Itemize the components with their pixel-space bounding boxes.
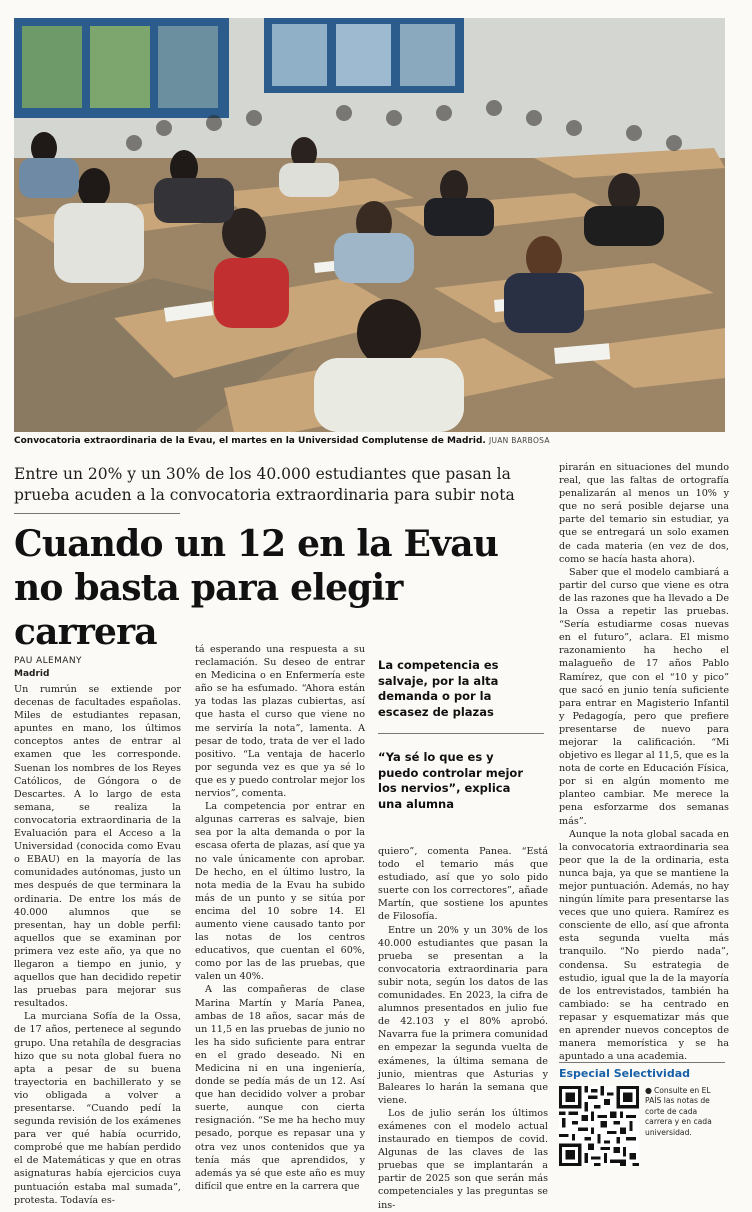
- paragraph: Los de julio serán los últimos exámenes con el modelo actual instaurado en tiempos de covid. Algunas de las claves de las pruebas que se implantarán a partir de 2025 son que serán más competenciales y las preguntas se ins-: [378, 1107, 548, 1211]
- pullquote-divider: [378, 733, 544, 734]
- byline: [14, 656, 179, 679]
- byline-author: PAU ALEMANY: [14, 656, 82, 666]
- special-text: [639, 1086, 725, 1166]
- bullet-icon: ●: [645, 1086, 652, 1095]
- paragraph: La competencia por entrar en algunas carreras es salvaje, bien sea por la alta demanda o por la escasa oferta de plazas, así que ya no vale únicamente con aprobar. De hecho, en el último lustro, la nota media de la Evau ha subido más de un punto y se sitúa por encima del 10 sobre 14. El aumento viene causado tanto por las notas de los centros educativos, que cuentan el 60%, como por las de las pruebas, que valen un 40%.: [195, 801, 365, 983]
- paragraph: Aunque la nota global sacada en la convocatoria extraordinaria sea peor que la de la ordinaria, esta nunca baja, ya que se mantiene la mejor puntuación. Además, no hay ningún límite para presentarse las veces que uno quiera. Ramírez es consciente de ello, así que afronta esta segunda vuelta más tranquilo. “No pierdo nada”, condensa. Su estrategia de estudio, igual que la de la mayoría de los entrevistados, también ha cambiado: se ha centrado en repasar y esquematizar más que en aprender nuevos conceptos de manera memorística y se ha apuntado a una academia.: [559, 828, 729, 1063]
- paragraph: pirarán en situaciones del mundo real, que las faltas de ortografía penalizarán al menos un 10% y que no será posible dejarse una parte del temario sin estudiar, ya que se entregará un solo examen de cada materia (en vez de dos, como se hacía hasta ahora).: [559, 462, 729, 565]
- article-subtitle: Entre un 20% y un 30% de los 40.000 estudiantes que pasan la prueba acuden a la convocatoria extraordinaria para subir nota: [14, 465, 515, 504]
- article-column-3: [378, 845, 548, 1211]
- article-column-2: [195, 643, 365, 1192]
- special-title: Especial Selectividad: [559, 1067, 690, 1080]
- special-body: [559, 1086, 725, 1166]
- byline-city: Madrid: [14, 669, 50, 679]
- pullquote-competition: La competencia es salvaje, por la alta demanda o por la escasez de plazas: [378, 658, 499, 719]
- caption-text: Convocatoria extraordinaria de la Evau, el martes en la Universidad Complutense de Madrid.: [14, 436, 486, 446]
- article-column-4: [559, 461, 729, 1063]
- paragraph: A las compañeras de clase Marina Martín y María Panea, ambas de 18 años, sacar más de un 11,5 en las pruebas de junio no les ha sido suficiente para entrar en el grado deseado. Ni en Medicina ni en una ingeniería, donde se pedía más de un 12. Así que han decidido volver a probar suerte, aunque con cierta resignación. “Se me ha hecho muy pesado, porque es repasar una y otra vez unos contenidos que ya tenía más que aprendidos, y además ya sé que este año es muy difícil que entre en la carrera que: [195, 984, 365, 1192]
- pullquote-nerves: “Ya sé lo que es y puedo controlar mejor los nervios”, explica una alumna: [378, 750, 524, 811]
- classroom-exam-photo: [14, 18, 725, 432]
- paragraph: Saber que el modelo cambiará a partir del curso que viene es otra de las razones que ha llevado a De la Ossa a repetir las pruebas. “Sería estudiarme cosas nuevas en el futuro”, aclara. El mismo razonamiento ha hecho el malagueño de 17 años Pablo Ramírez, que con el “10 y pico” que sacó en junio tenía suficiente para entrar en Magisterio Infantil y Pedagogía, pero que prefiere presentarse de nuevo para mejorar la calificación. “Mi objetivo es llegar al 11,5, que es la nota de corte en Educación Física, por si en algún momento me planteo cambiar. Me merece la pena esforzarme dos semanas más”.: [559, 566, 729, 827]
- photo-credit: JUAN BARBOSA: [488, 436, 550, 445]
- photo-caption: [14, 436, 725, 446]
- paragraph: tá esperando una respuesta a su reclamación. Su deseo de entrar en Medicina o en Enfermería este año se ha esfumado. “Ahora están ya todas las plazas cubiertas, así que hasta el curso que viene no me serviría la nota”, lamenta. A pesar de todo, trata de ver el lado positivo. “La ventaja de hacerlo por segunda vez es que ya sé lo que es y puedo controlar mejor los nervios”, comenta.: [195, 644, 365, 800]
- paragraph: Un rumrún se extiende por decenas de facultades españolas. Miles de estudiantes repasan, apuntes en mano, los últimos conceptos antes de entrar al examen que les corresponde. Suenan los nombres de los Reyes Católicos, de Góngora o de Descartes. A lo largo de esta semana, se realiza la convocatoria extraordinaria de la Evaluación para el Acceso a la Universidad (conocida como Evau o EBAU) en la mayoría de las comunidades autónomas, justo un mes después de que terminara la ordinaria. De entre los más de 40.000 alumnos que se presentan, hay un doble perfil: aquellos que se examinan por primera vez este año, ya que no llegaron a tiempo en junio, y aquellos que han decidido repetir las pruebas para mejorar sus resultados.: [14, 684, 181, 1010]
- special-description: Consulte en EL PAÍS las notas de corte de cada carrera y en cada universidad.: [645, 1086, 712, 1137]
- paragraph: Entre un 20% y un 30% de los 40.000 estudiantes que pasan la prueba se presentan a la convocatoria extraordinaria para subir nota, según los datos de las comunidades. En 2023, la cifra de alumnos presentados en julio fue de 42.103 y el 80% aprobó. Navarra fue la primera comunidad en empezar la segunda vuelta de exámenes, la última semana de junio, mientras que Asturias y Baleares lo harán la semana que viene.: [378, 924, 548, 1106]
- qr-code-icon[interactable]: [559, 1086, 639, 1166]
- special-selectividad-box: [559, 1062, 725, 1166]
- paragraph: quiero”, comenta Panea. “Está todo el temario más que estudiado, así que yo solo pido suerte con los correctores”, añade Martín, que sostiene los apuntes de Filosofía.: [378, 846, 548, 923]
- paragraph: La murciana Sofía de la Ossa, de 17 años, pertenece al segundo grupo. Una retahíla de desgracias hizo que su nota global fuera no apta a pesar de su buena trayectoria en bachillerato y se vio obligada a volver a presentarse. “Cuando pedí la segunda revisión de los exámenes para ver qué había ocurrido, comprobé que me habían perdido el de Matemáticas y que en otras asignaturas había ejercicios cuya puntuación estaba mal sumada”, protesta. Todavía es-: [14, 1011, 181, 1206]
- article-headline: Cuando un 12 en la Evau no basta para elegir carrera: [14, 523, 499, 653]
- article-column-1: [14, 683, 181, 1206]
- subtitle-divider: [14, 513, 180, 514]
- article-photo: [14, 18, 725, 432]
